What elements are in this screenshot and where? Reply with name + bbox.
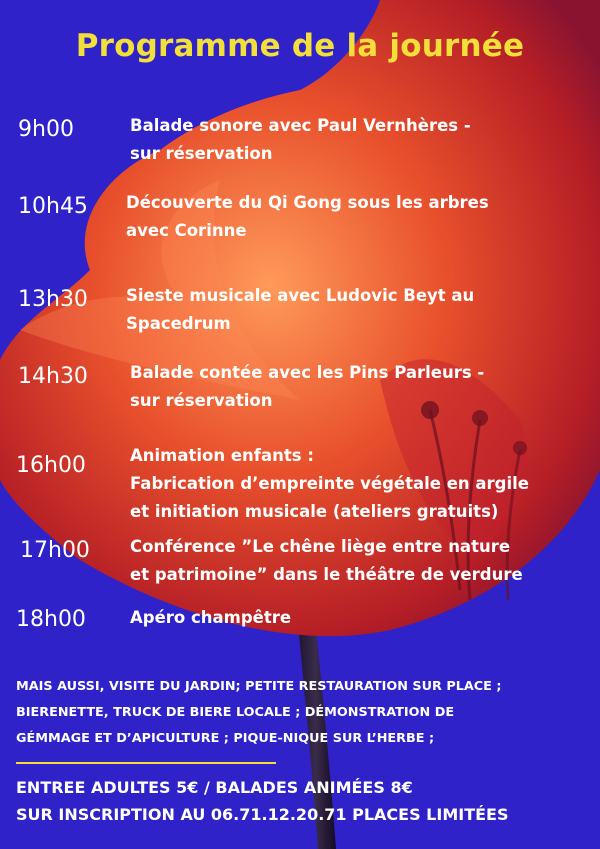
event-line: Découverte du Qi Gong sous les arbres (126, 193, 489, 212)
extra-line: MAIS AUSSI, VISITE DU JARDIN; PETITE RESTAURATION SUR PLACE ; (16, 679, 502, 694)
event-description (130, 112, 471, 168)
event-line: Animation enfants : (130, 446, 314, 465)
event-line: Apéro champêtre (130, 608, 292, 627)
event-line: sur réservation (130, 391, 273, 410)
event-line: Conférence ”Le chêne liège entre nature (130, 537, 511, 556)
event-line: et patrimoine” dans le théâtre de verdure (130, 565, 523, 584)
time-slot: 10h45 (18, 194, 88, 219)
divider-line (16, 762, 276, 764)
event-line: Balade contée avec les Pins Parleurs - (130, 363, 485, 382)
event-line: sur réservation (130, 144, 273, 163)
page-title: Programme de la journée (75, 28, 525, 64)
pricing-footer (16, 774, 509, 828)
event-line: Spacedrum (126, 314, 231, 333)
event-line: avec Corinne (126, 221, 247, 240)
event-description (130, 442, 529, 526)
registration-line: SUR INSCRIPTION AU 06.71.12.20.71 PLACES LIMITÉES (16, 805, 509, 824)
event-description (126, 282, 474, 338)
time-slot: 18h00 (16, 607, 86, 632)
event-description (126, 189, 489, 245)
pricing-line: ENTREE ADULTES 5€ / BALADES ANIMÉES 8€ (16, 778, 413, 797)
additional-activities (16, 674, 501, 752)
time-slot: 16h00 (16, 453, 86, 478)
time-slot: 14h30 (18, 364, 88, 389)
extra-line: BIERENETTE, TRUCK DE BIERE LOCALE ; DÉMONSTRATION DE (16, 705, 455, 720)
event-description (130, 359, 484, 415)
event-description (130, 533, 523, 589)
event-description (130, 604, 291, 632)
event-line: Fabrication d’empreinte végétale en argile (130, 474, 529, 493)
extra-line: GÉMMAGE ET D’APICULTURE ; PIQUE-NIQUE SUR L’HERBE ; (16, 731, 435, 746)
event-line: et initiation musicale (ateliers gratuits) (130, 502, 499, 521)
time-slot: 13h30 (18, 287, 88, 312)
event-line: Balade sonore avec Paul Vernhères - (130, 116, 471, 135)
event-line: Sieste musicale avec Ludovic Beyt au (126, 286, 475, 305)
time-slot: 9h00 (18, 117, 74, 142)
time-slot: 17h00 (20, 538, 90, 563)
